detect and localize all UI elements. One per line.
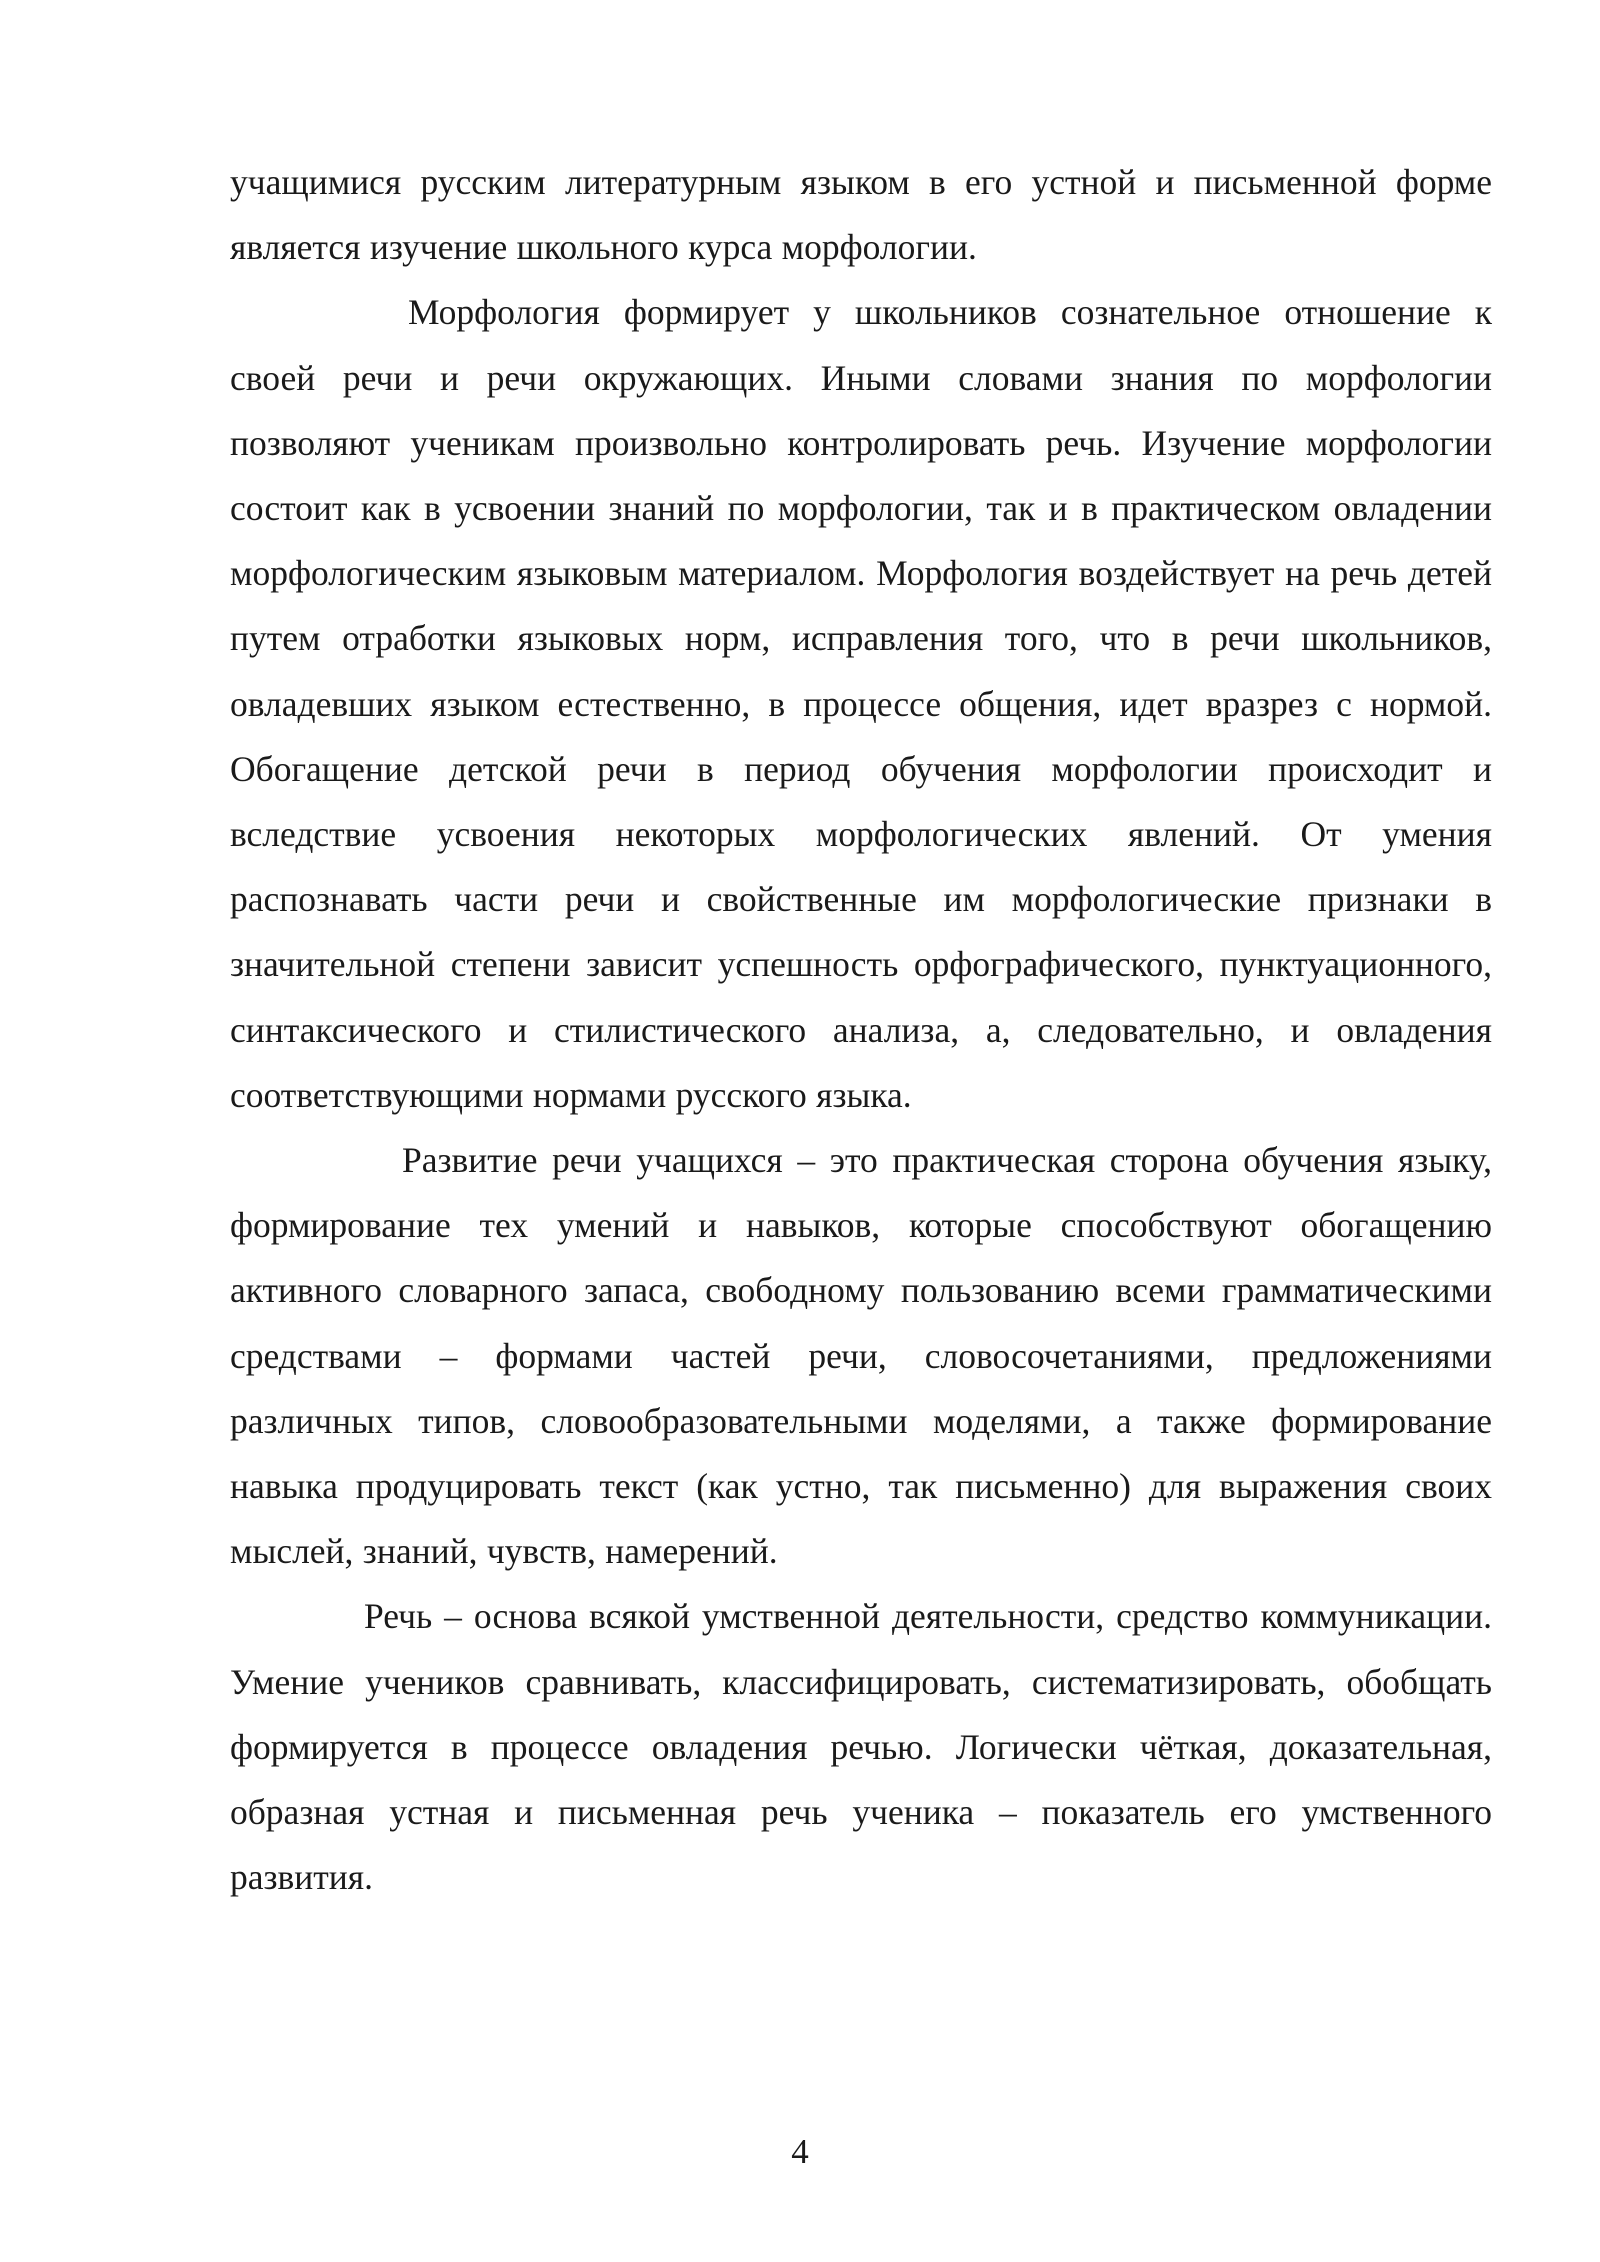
paragraph-continuation: учащимися русским литературным языком в его устной и письменной форме является изучение школьного курса морфологии. (230, 162, 1492, 268)
paragraph-morphology: Морфология формирует у школьников сознательное отношение к своей речи и речи окружающих. Иными словами знания по морфологии позволяют ученикам произвольно контролировать речь. Изучение морфологии состоит как в усвоении знаний по морфологии, так и в практическом овладении морфологическим языковым материалом. Морфология воздействует на речь детей путем отработки языковых норм, исправления того, что в речи школьников, овладевших языком естественно, в процессе общения, идет вразрез с нормой. Обогащение детской речи в период обучения морфологии происходит и вследствие усвоения некоторых морфологических явлений. От умения распознавать части речи и свойственные им морфологические признаки в значительной степени зависит успешность орфографического, пунктуационного, синтаксического и стилистического анализа, а, следовательно, и овладения соответствующими нормами русского языка. (230, 292, 1492, 1115)
paragraph-speech-development: Развитие речи учащихся – это практическая сторона обучения языку, формирование тех умений и навыков, которые способствуют обогащению активного словарного запаса, свободному пользованию всеми грамматическими средствами – формами частей речи, словосочетаниями, предложениями различных типов, словообразовательными моделями, а также формирование навыка продуцировать текст (как устно, так письменно) для выражения своих мыслей, знаний, чувств, намерений. (230, 1140, 1492, 1572)
document-body (230, 150, 1492, 1910)
page-number: 4 (791, 2132, 809, 2171)
paragraph-speech-foundation: Речь – основа всякой умственной деятельности, средство коммуникации. Умение учеников сравнивать, классифицировать, систематизировать, обобщать формируется в процессе овладения речью. Логически чёткая, доказательная, образная устная и письменная речь ученика – показатель его умственного развития. (230, 1596, 1492, 1898)
